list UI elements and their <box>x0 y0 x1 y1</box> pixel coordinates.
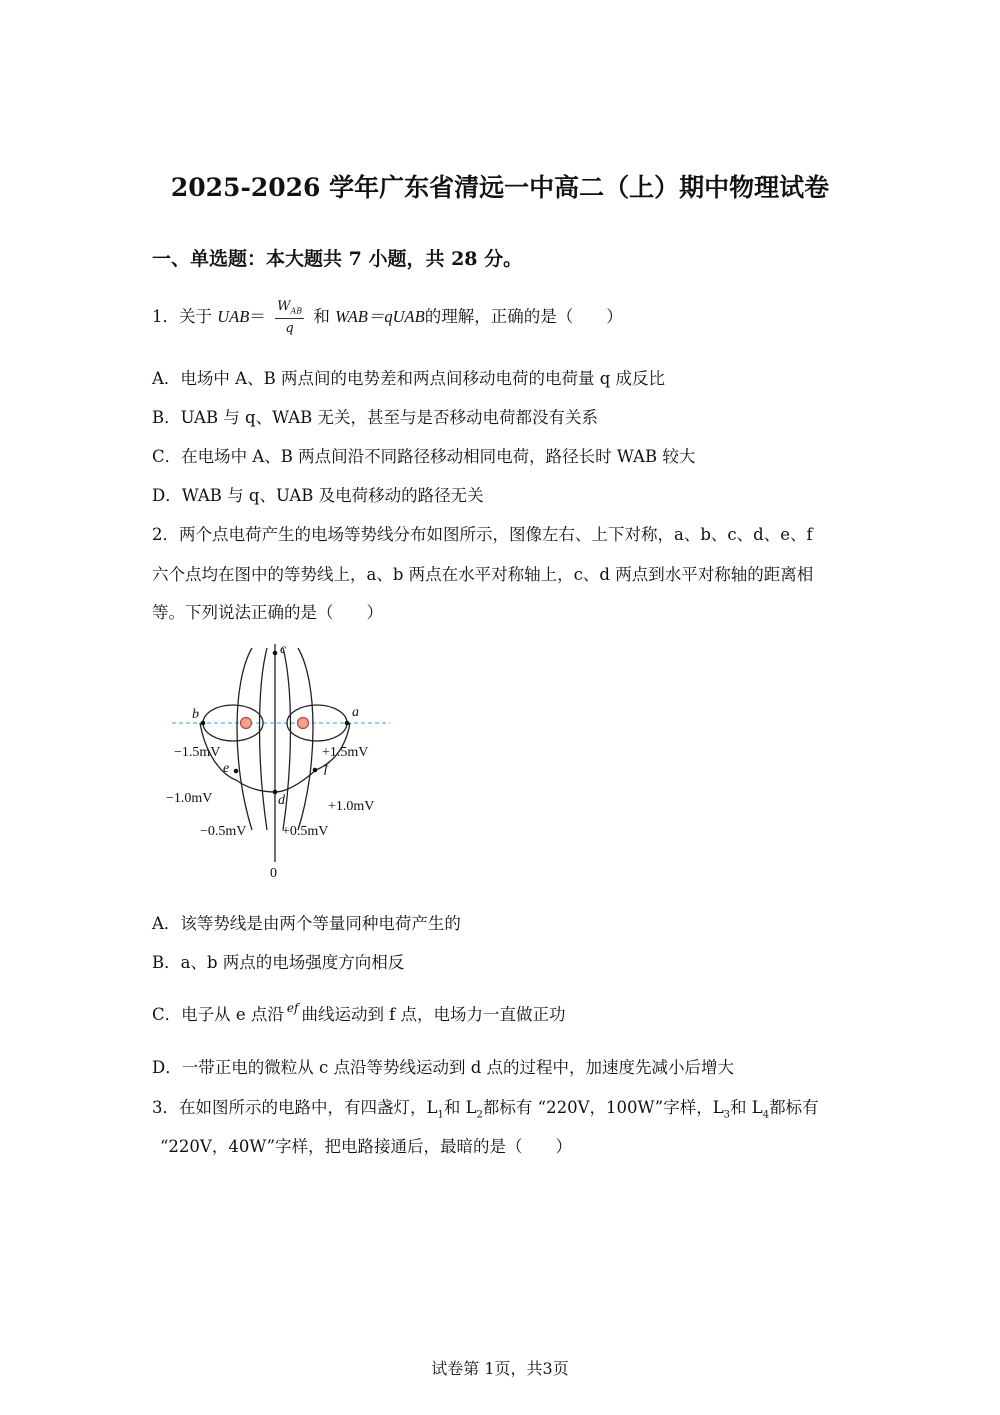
q1-prefix: 1．关于 <box>152 306 212 326</box>
point-a <box>345 721 350 726</box>
q1-wab-eq: WAB＝qUAB <box>335 306 425 326</box>
q1-option-c: C．在电场中 A、B 两点间沿不同路径移动相同电荷，路径长时 WAB 较大 <box>152 447 696 466</box>
point-f <box>313 768 318 773</box>
q1-option-b: B．UAB 与 q、WAB 无关，甚至与是否移动电荷都没有关系 <box>152 408 599 427</box>
q2-option-a: A．该等势线是由两个等量同种电荷产生的 <box>152 914 461 933</box>
positive-charge <box>298 718 309 729</box>
frac-numerator: W <box>277 299 291 314</box>
q2-option-d: D．一带正电的微粒从 c 点沿等势线运动到 d 点的过程中，加速度先减小后增大 <box>152 1058 735 1077</box>
q3-sub3: 3 <box>723 1109 731 1121</box>
label-plus-0-5mv: +0.5mV <box>282 824 329 839</box>
q3-and2: 和 L <box>730 1098 763 1117</box>
q1-and: 和 <box>313 306 330 326</box>
frac-denominator: q <box>285 320 294 336</box>
q3-sub4: 4 <box>762 1109 770 1121</box>
q3-stem-line1 <box>152 1094 819 1120</box>
q3-post: 都标有 <box>769 1098 819 1117</box>
left-inner-loop <box>203 705 263 741</box>
label-a: a <box>352 705 359 720</box>
q3-sub1: 1 <box>437 1109 444 1121</box>
q2-option-c <box>152 1001 566 1025</box>
label-minus-0-5mv: −0.5mV <box>200 824 247 839</box>
label-f: f <box>324 761 328 776</box>
point-d <box>273 790 278 795</box>
q2-option-c-ef: ef <box>286 1001 299 1015</box>
q1-suffix: 的理解，正确的是（ ） <box>424 306 623 326</box>
left-curve-1 <box>237 648 252 830</box>
q3-pre: 3．在如图所示的电路中，有四盏灯，L <box>152 1098 438 1117</box>
label-plus-1-0mv: +1.0mV <box>328 799 375 814</box>
left-curve-2 <box>260 648 268 830</box>
fraction-wab-over-q <box>275 300 304 335</box>
page-footer: 试卷第 1页，共3页 <box>431 1359 569 1378</box>
label-c: c <box>280 642 287 657</box>
label-b: b <box>192 707 199 722</box>
right-curve-1 <box>298 648 313 830</box>
q1-uab: UAB <box>217 306 250 326</box>
q2-option-c-post: 曲线运动到 f 点，电场力一直做正功 <box>301 1005 566 1024</box>
q1-option-d: D．WAB 与 q、UAB 及电荷移动的路径无关 <box>152 486 484 505</box>
question-1-stem <box>152 300 623 335</box>
point-c <box>273 651 278 656</box>
q3-mid: 都标有 “220V，100W”字样，L <box>482 1098 724 1117</box>
q3-stem-line2: “220V，40W”字样，把电路接通后，最暗的是（ ） <box>160 1137 573 1156</box>
q2-stem-line1: 2．两个点电荷产生的电场等势线分布如图所示，图像左右、上下对称，a、b、c、d、e、f <box>152 525 813 544</box>
point-b <box>201 721 206 726</box>
section-heading: 一、单选题：本大题共 7 小题，共 28 分。 <box>152 248 523 270</box>
frac-numerator-sub: AB <box>290 306 303 316</box>
label-plus-1-5mv: +1.5mV <box>322 745 369 760</box>
label-minus-1-0mv: −1.0mV <box>166 791 213 806</box>
q2-stem-line2: 六个点均在图中的等势线上，a、b 两点在水平对称轴上，c、d 两点到水平对称轴的距离相 <box>152 565 814 584</box>
point-e <box>234 769 239 774</box>
equipotential-figure <box>160 632 400 884</box>
q2-option-c-pre: C．电子从 e 点沿 <box>152 1005 284 1024</box>
q1-eq: ＝ <box>249 306 266 326</box>
label-minus-1-5mv: −1.5mV <box>174 745 221 760</box>
label-e: e <box>223 761 230 776</box>
q1-option-a: A．电场中 A、B 两点间的电势差和两点间移动电荷的电荷量 q 成反比 <box>152 369 665 388</box>
right-inner-loop <box>287 705 347 741</box>
q3-sub2: 2 <box>476 1109 483 1121</box>
label-zero: 0 <box>270 866 277 881</box>
q2-stem-line3: 等。下列说法正确的是（ ） <box>152 603 383 622</box>
q2-option-b: B．a、b 两点的电场强度方向相反 <box>152 953 405 972</box>
negative-charge <box>241 718 252 729</box>
q3-and1: 和 L <box>443 1098 477 1117</box>
label-d: d <box>278 793 285 808</box>
page-title: 2025-2026 学年广东省清远一中高二（上）期中物理试卷 <box>170 173 830 202</box>
